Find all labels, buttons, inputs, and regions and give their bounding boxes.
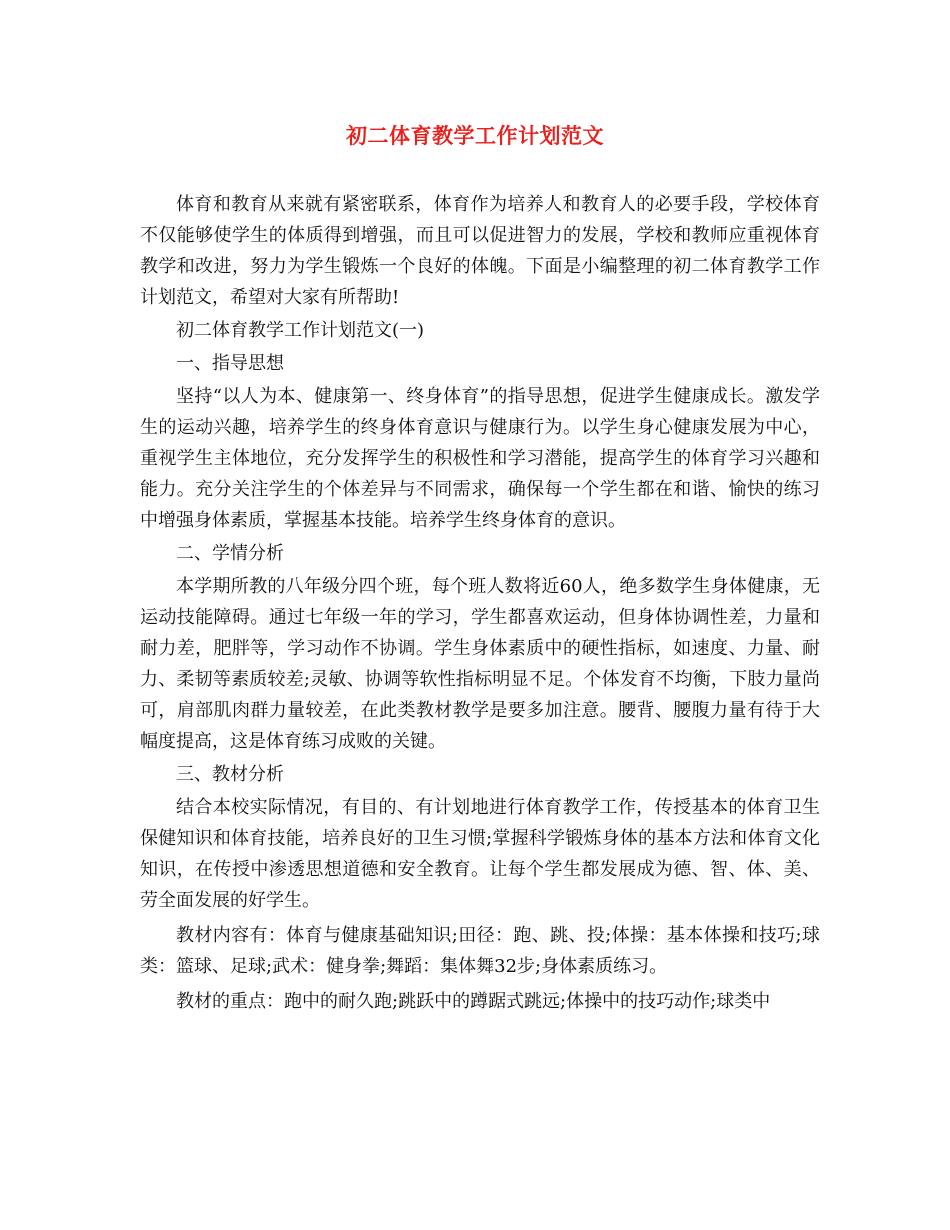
paragraph-material-key-points: 教材的重点：跑中的耐久跑;跳跃中的蹲踞式跳远;体操中的技巧动作;球类中 bbox=[176, 991, 771, 1012]
section-title-plan-one: 初二体育教学工作计划范文(一) bbox=[176, 320, 425, 341]
document-title: 初二体育教学工作计划范文 bbox=[346, 123, 604, 148]
paragraph-student-analysis: 本学期所教的八年级分四个班，每个班人数将近60人，绝多数学生身体健康，无运动技能障碍。通过七年级一年的学习，学生都喜欢运动，但身体协调性差，力量和耐力差，肥胖等，学习动作不协调。学生身体素质中的硬性指标，如速度、力量、耐力、柔韧等素质较差;灵敏、协调等软性指标明显不足。个体发育不均衡，下肢力量尚可，肩部肌肉群力量较差，在此类教材教学是要多加注意。腰背、腰腹力量有待于大幅度提高，这是体育练习成败的关键。 bbox=[140, 576, 820, 752]
paragraph-material-content: 教材内容有：体育与健康基础知识;田径：跑、跳、投;体操：基本体操和技巧;球类：篮球、足球;武术：健身拳;舞蹈：集体舞32步;身体素质练习。 bbox=[140, 925, 820, 977]
heading-material-analysis: 三、教材分析 bbox=[176, 764, 284, 785]
intro-paragraph: 体育和教育从来就有紧密联系，体育作为培养人和教育人的必要手段，学校体育不仅能够使学生的体质得到增强，而且可以促进智力的发展，学校和教师应重视体育教学和改进，努力为学生锻炼一个良好的体魄。下面是小编整理的初二体育教学工作计划范文，希望对大家有所帮助! bbox=[140, 194, 820, 308]
paragraph-material-analysis: 结合本校实际情况，有目的、有计划地进行体育教学工作，传授基本的体育卫生保健知识和体育技能，培养良好的卫生习惯;掌握科学锻炼身体的基本方法和体育文化知识，在传授中渗透思想道德和安全教育。让每个学生都发展成为德、智、体、美、劳全面发展的好学生。 bbox=[140, 797, 820, 911]
heading-guiding-ideology: 一、指导思想 bbox=[176, 353, 284, 374]
document-body bbox=[140, 189, 820, 1017]
paragraph-guiding-ideology: 坚持“以人为本、健康第一、终身体育”的指导思想，促进学生健康成长。激发学生的运动兴趣，培养学生的终身体育意识与健康行为。以学生身心健康发展为中心，重视学生主体地位，充分发挥学生的积极性和学习潜能，提高学生的体育学习兴趣和能力。充分关注学生的个体差异与不同需求，确保每一个学生都在和谐、愉快的练习中增强身体素质，掌握基本技能。培养学生终身体育的意识。 bbox=[140, 386, 820, 531]
heading-student-analysis: 二、学情分析 bbox=[176, 543, 284, 564]
